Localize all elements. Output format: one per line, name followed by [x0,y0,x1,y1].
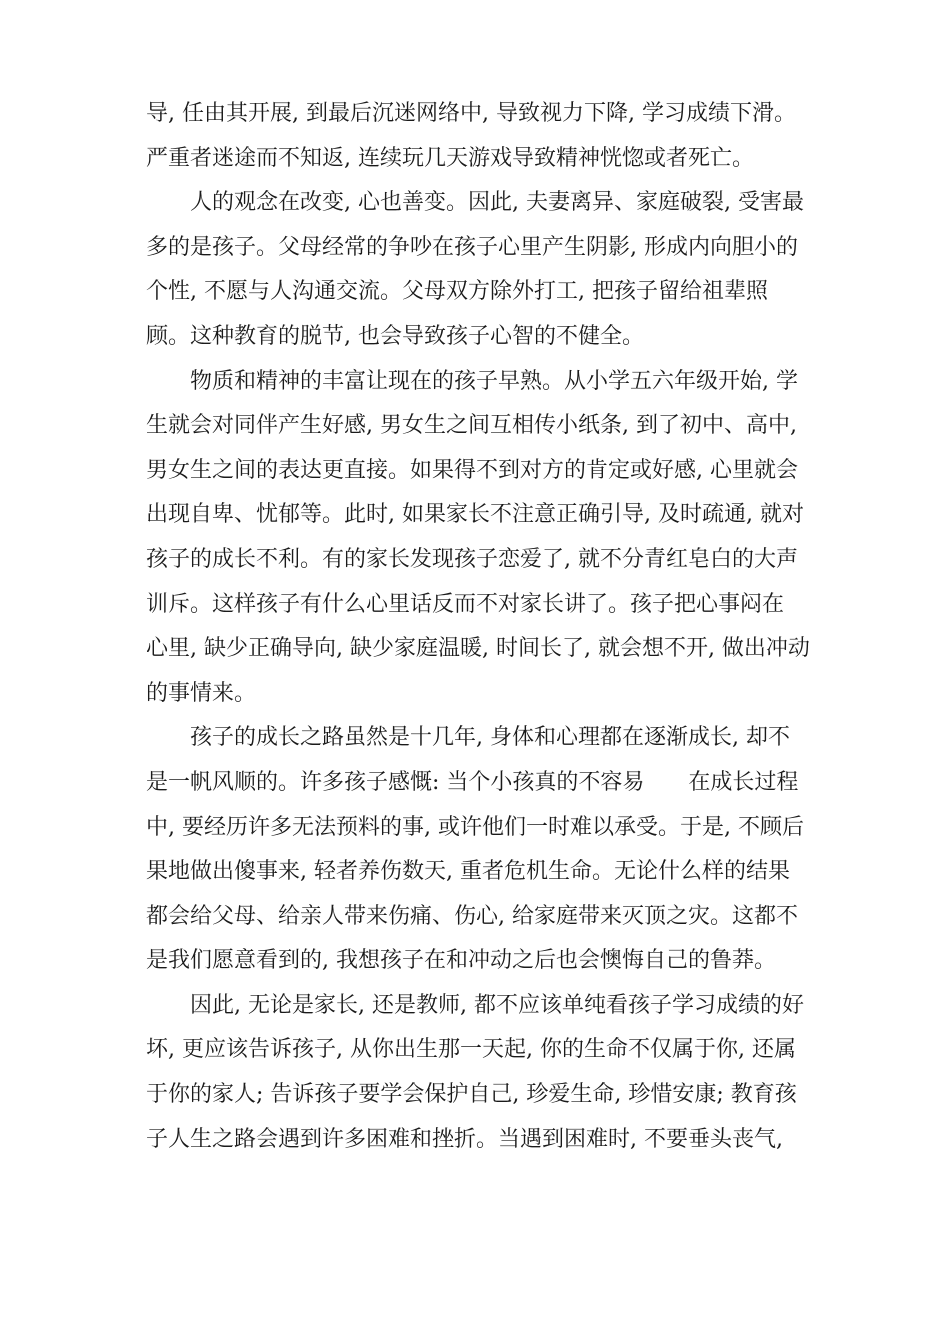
text-line: 的事情来。 [146,680,257,706]
text-line: 训斥。这样孩子有什么心里话反而不对家长讲了。孩子把心事闷在 [146,591,785,617]
text-line: 孩子的成长之路虽然是十几年, 身体和心理都在逐渐成长, 却不 [190,725,790,751]
text-line: 是我们愿意看到的, 我想孩子在和冲动之后也会懊悔自己的鲁莽。 [146,948,776,974]
text-line: 个性, 不愿与人沟通交流。父母双方除外打工, 把孩子留给祖辈照 [146,279,768,305]
text-line: 都会给父母、给亲人带来伤痛、伤心, 给家庭带来灭顶之灾。这都不 [146,903,798,929]
text-line: 中, 要经历许多无法预料的事, 或许他们一时难以承受。于是, 不顾后 [146,814,804,840]
text-line: 心里, 缺少正确导向, 缺少家庭温暖, 时间长了, 就会想不开, 做出冲动 [146,636,810,662]
body-text [146,92,816,1162]
text-line: 人的观念在改变, 心也善变。因此, 夫妻离异、家庭破裂, 受害最 [190,190,804,216]
text-line: 是一帆风顺的。许多孩子感慨: 当个小孩真的不容易 在成长过程 [146,769,799,795]
text-line: 导, 任由其开展, 到最后沉迷网络中, 导致视力下降, 学习成绩下滑。 [146,101,796,126]
text-line: 孩子的成长不利。有的家长发现孩子恋爱了, 就不分青红皂白的大声 [146,546,798,572]
text-line: 于你的家人; 告诉孩子要学会保护自己, 珍爱生命, 珍惜安康; 教育孩 [146,1082,797,1108]
text-line: 物质和精神的丰富让现在的孩子早熟。从小学五六年级开始, 学 [190,368,798,394]
text-line: 多的是孩子。父母经常的争吵在孩子心里产生阴影, 形成内向胆小的 [146,234,798,260]
text-line: 严重者迷途而不知返, 连续玩几天游戏导致精神恍惚或者死亡。 [146,145,754,171]
text-line: 出现自卑、忧郁等。此时, 如果家长不注意正确引导, 及时疏通, 就对 [146,502,804,528]
text-line: 男女生之间的表达更直接。如果得不到对方的肯定或好感, 心里就会 [146,457,798,483]
text-line: 果地做出傻事来, 轻者养伤数天, 重者危机生命。无论什么样的结果 [146,859,790,885]
text-line: 生就会对同伴产生好感, 男女生之间互相传小纸条, 到了初中、高中, [146,413,797,439]
text-line: 坏, 更应该告诉孩子, 从你出生那一天起, 你的生命不仅属于你, 还属 [146,1037,796,1063]
text-line: 因此, 无论是家长, 还是教师, 都不应该单纯看孩子学习成绩的好 [190,992,804,1018]
text-line: 子人生之路会遇到许多困难和挫折。当遇到困难时, 不要垂头丧气, [146,1126,783,1152]
text-line: 顾。这种教育的脱节, 也会导致孩子心智的不健全。 [146,323,644,349]
